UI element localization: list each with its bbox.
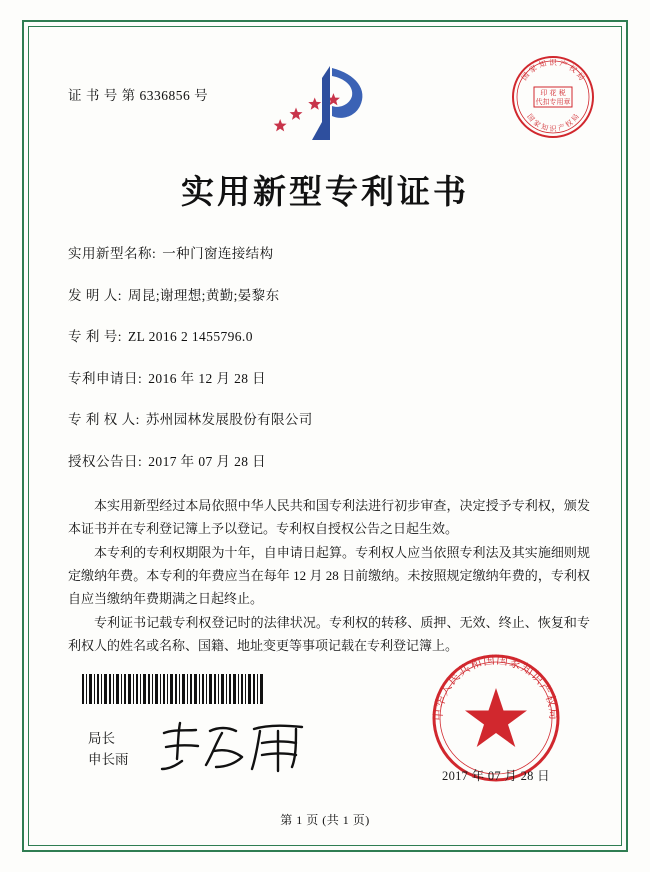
svg-text:中华人民共和国国家知识产权局: 中华人民共和国国家知识产权局 [430, 652, 562, 722]
field-label: 实用新型名称: [68, 246, 157, 261]
field-row [68, 325, 592, 345]
paragraph: 专利证书记载专利权登记时的法律状况。专利权的转移、质押、无效、终止、恢复和专利权人的姓名或名称、国籍、地址变更等事项记载在专利登记簿上。 [68, 615, 590, 653]
signature-block [88, 728, 129, 770]
certificate-number: 证 书 号 第 6336856 号 [68, 88, 209, 103]
director-title-label: 局长 [88, 731, 115, 746]
field-value: 一种门窗连接结构 [162, 246, 274, 261]
field-label: 发 明 人: [68, 287, 123, 303]
certificate-content [46, 46, 604, 832]
field-value: 2017 年 07 月 28 日 [148, 453, 267, 469]
page-footer: 第 1 页 (共 1 页) [280, 813, 370, 827]
tax-stamp-seal [510, 54, 596, 140]
paragraph: 本专利的专利权期限为十年，自申请日起算。专利权人应当依照专利法及其实施细则规定缴纳年费。本专利的年费应当在每年 12 月 28 日前缴纳。未按照规定缴纳年费的，专利权自应当缴纳年费期满之日起终止。 [68, 545, 590, 606]
handwritten-signature [156, 717, 326, 777]
field-value: 2016 年 12 月 28 日 [148, 370, 267, 386]
paragraph: 本实用新型经过本局依照中华人民共和国专利法进行初步审查，决定授予专利权，颁发本证书并在专利登记簿上予以登记。专利权自授权公告之日起生效。 [68, 498, 590, 536]
director-name-label: 申长雨 [88, 752, 129, 767]
svg-text:国 家 知 识 产 权 局: 国 家 知 识 产 权 局 [519, 58, 587, 83]
official-seal [430, 652, 562, 784]
certificate-fields [68, 242, 592, 491]
field-row [68, 367, 592, 387]
field-label: 专 利 权 人: [68, 412, 140, 427]
legal-body-text [68, 494, 590, 658]
field-row [68, 450, 592, 470]
page-title: 实用新型专利证书 [181, 172, 469, 211]
field-value: 苏州园林发展股份有限公司 [145, 412, 313, 427]
svg-text:国 家 知 识 产 权 局: 国 家 知 识 产 权 局 [525, 112, 581, 133]
field-value: 周昆;谢理想;黄勤;晏黎东 [128, 287, 280, 303]
seal-date: 2017 年 07 月 28 日 [442, 769, 550, 783]
svg-text:印 花 税: 印 花 税 [540, 89, 566, 97]
field-row [68, 408, 592, 428]
field-value: ZL 2016 2 1455796.0 [128, 329, 253, 344]
field-label: 授权公告日: [68, 453, 143, 469]
field-label: 专利申请日: [68, 370, 143, 386]
field-label: 专 利 号: [68, 329, 123, 344]
barcode [82, 674, 264, 704]
patent-logo-icon [260, 60, 390, 148]
field-row [68, 284, 592, 304]
svg-text:代扣专用章: 代扣专用章 [535, 98, 571, 106]
field-row [68, 242, 592, 262]
